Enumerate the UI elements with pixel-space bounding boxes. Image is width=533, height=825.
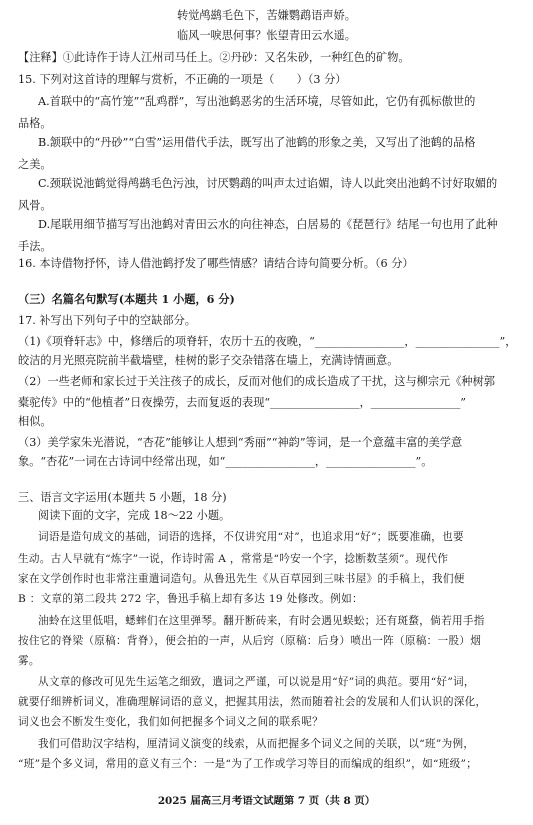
poem-line-1: 转觉鸬鹚毛色下，苦嫌鹦鹉语声娇。	[176, 9, 356, 22]
q15-option-d-line-1: D.尾联用细节描写写出池鹤对青田云水的向往神态，白居易的《琵琶行》结尾一句也用了此种	[38, 218, 498, 231]
question-15-stem: 15. 下列对这首诗的理解与赏析，不正确的一项是（ ）（3 分）	[18, 73, 347, 86]
passage-line-5: 油蛉在这里低唱，蟋蟀们在这里弹琴。翻开断砖来，有时会遇见蜈蚣；还有斑蝥，倘若用手指	[38, 615, 485, 627]
q15-option-a-line-2: 品格。	[18, 117, 52, 130]
q17-part-2-line-3: 相似。	[18, 415, 52, 428]
q17-part-3-line-2: 象。“杏花”一词在古诗词中经常出现，如“________________，________________”。	[18, 455, 433, 468]
part-3-title: 三、语言文字运用(本题共 5 小题，18 分)	[18, 491, 227, 504]
q17-part-1-line-2: 皎洁的月光照亮院前半截墙壁，桂树的影子交杂错落在墙上，充满诗情画意。	[18, 354, 399, 367]
q17-part-2-line-1: （2）一些老师和家长过于关注孩子的成长，反而对他们的成长造成了干扰，这与柳宗元《种树郭	[18, 375, 495, 388]
section-3-title: （三）名篇名句默写(本题共 1 小题，6 分)	[18, 292, 235, 306]
passage-line-6: 按住它的脊梁（原稿：背脊），便会拍的一声，从后窍（原稿：后身）喷出一阵（原稿：一股）烟	[18, 635, 482, 647]
passage-line-2: 生动。古人早就有“炼字”一说，作诗时需 A ，常常是“吟安一个字，捻断数茎须”。现代作	[18, 553, 449, 565]
passage-line-7: 雾。	[18, 655, 40, 667]
passage-line-9: 就要仔细辨析词义，准确理解词语的意义，把握其用法，然而随着社会的发展和人们认识的深化，	[18, 696, 487, 708]
passage-line-3: 家在文学创作时也非常注重遣词造句。从鲁迅先生《从百草园到三味书屋》的手稿上，我们便	[18, 573, 465, 585]
q15-option-b-line-2: 之美。	[18, 158, 52, 171]
passage-line-1: 词语是造句成文的基础，词语的选择，不仅讲究用“对”，也追求用“好”；既要准确，也要	[38, 531, 464, 543]
passage-line-4: B ：文章的第二段共 272 字，鲁迅手稿上却有多达 19 处修改。例如：	[18, 593, 363, 605]
poem-line-2: 临风一唳思何事？怅望青田云水遥。	[176, 29, 356, 42]
q15-option-c-line-1: C.颈联说池鹤觉得鸬鹚毛色污浊，讨厌鹦鹉的叫声太过谄媚，诗人以此突出池鹤不讨好取媚的	[38, 177, 498, 190]
question-16: 16. 本诗借物抒怀，诗人借池鹤抒发了哪些情感？请结合诗句简要分析。（6 分）	[18, 257, 414, 270]
q15-option-d-line-2: 手法。	[18, 240, 52, 253]
passage-line-8: 从文章的修改可见先生运笔之细致，遣词之严谨，可以说是用“好”词的典范。要用“好”词，	[38, 676, 475, 688]
q17-part-3-line-1: （3）美学家朱光潜说，“杏花”能够让人想到“秀丽”“神韵”等词，是一个意蕴丰富的美学意	[18, 436, 463, 449]
q17-part-2-line-2: 橐驼传》中的“他植者”日夜操劳，去而复返的表现“________________，________________”	[18, 396, 467, 409]
question-17: 17. 补写出下列句子中的空缺部分。	[18, 314, 196, 327]
q15-option-b-line-1: B.颔联中的“丹砂”“白雪”运用借代手法，既写出了池鹤的形象之美，又写出了池鹤的品格	[38, 136, 476, 149]
q17-part-1-line-1: （1)《项脊轩志》中，修缮后的项脊轩，农历十五的夜晚，“________________，_______________”，	[18, 335, 517, 348]
annotation-note: 【注释】①此诗作于诗人江州司马任上。②丹砂：又名朱砂，一种红色的矿物。	[18, 51, 410, 64]
q15-option-a-line-1: A.首联中的“高竹笼”“乱鸡群”，写出池鹤恶劣的生活环境，尽管如此，它仍有孤标傲世的	[38, 95, 476, 108]
passage-line-12: “班”是个多义词，常用的意义有三个：一是“为了工作或学习等目的而编成的组织”，如“班级”；	[18, 758, 478, 770]
page-footer: 2025 届高三月考语文试题第 7 页（共 8 页）	[157, 795, 376, 807]
part-3-instructions: 阅读下面的文字，完成 18～22 小题。	[38, 509, 231, 522]
q15-option-c-line-2: 风骨。	[18, 199, 52, 212]
passage-line-11: 我们可借助汉字结构，厘清词义演变的线索，从而把握多个词义之间的关联，以“班”为例，	[38, 738, 475, 750]
passage-line-10: 词义也会不断发生变化，我们如何把握多个词义之间的联系呢？	[18, 716, 324, 728]
